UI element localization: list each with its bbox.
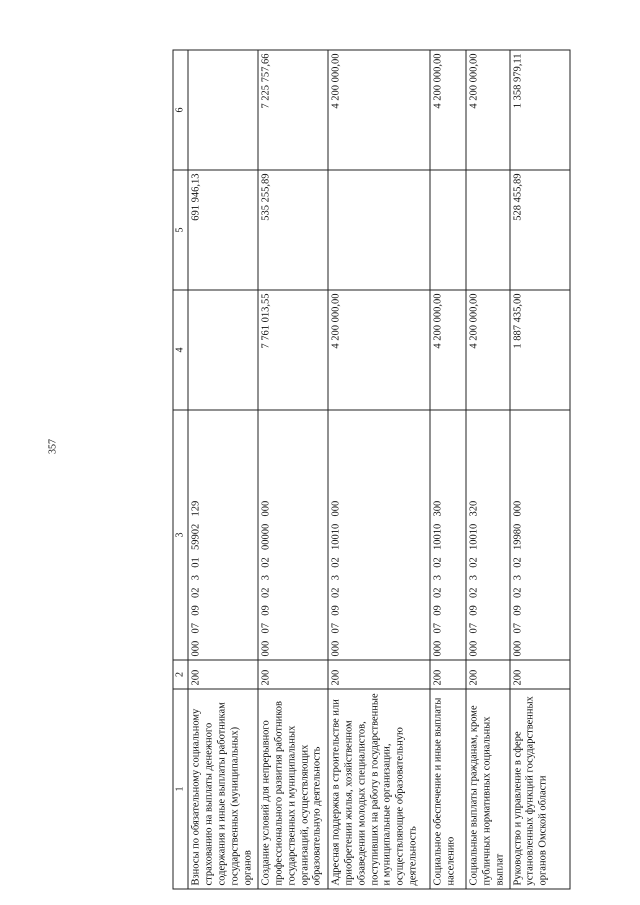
- row-name: Социальное обеспечение и иные выплаты населению: [429, 689, 465, 889]
- row-amount-col4: 4 200 000,00: [465, 290, 509, 410]
- column-header-6: 6: [173, 50, 188, 170]
- row-amount-col5: 528 455,89: [509, 170, 569, 290]
- budget-table: [172, 49, 570, 889]
- row-admin-code: 200: [188, 660, 258, 689]
- row-classification-code: 000 07 09 02 3 02 10010 320: [465, 410, 509, 660]
- row-classification-code: 000 07 09 02 3 02 10010 300: [429, 410, 465, 660]
- row-amount-col6: 4 200 000,00: [429, 50, 465, 170]
- row-classification-code: 000 07 09 02 3 02 00000 000: [257, 410, 327, 660]
- row-admin-code: 200: [429, 660, 465, 689]
- row-amount-col5: [465, 170, 509, 290]
- row-amount-col6: 4 200 000,00: [327, 50, 429, 170]
- row-admin-code: 200: [257, 660, 327, 689]
- table-row: [509, 50, 569, 889]
- row-amount-col5: 535 255,89: [257, 170, 327, 290]
- column-header-3: 3: [173, 410, 188, 660]
- row-amount-col5: 691 946,13: [188, 170, 258, 290]
- row-amount-col4: 4 200 000,00: [327, 290, 429, 410]
- row-amount-col4: [188, 290, 258, 410]
- row-admin-code: 200: [327, 660, 429, 689]
- row-classification-code: 000 07 09 02 3 02 19980 000: [509, 410, 569, 660]
- table-row: [465, 50, 509, 889]
- row-admin-code: 200: [465, 660, 509, 689]
- page-number: 357: [47, 439, 59, 454]
- row-amount-col5: [429, 170, 465, 290]
- table-header-row: [173, 50, 188, 889]
- row-admin-code: 200: [509, 660, 569, 689]
- row-amount-col6: 7 225 757,66: [257, 50, 327, 170]
- row-name: Социальные выплаты гражданам, кроме публичных нормативных социальных выплат: [465, 689, 509, 889]
- row-amount-col6: 1 358 979,11: [509, 50, 569, 170]
- row-classification-code: 000 07 09 02 3 01 59902 129: [188, 410, 258, 660]
- row-name: Адресная поддержка в строительстве или приобретении жилья, хозяйственном обзаведении молодых специалистов, поступивших на работу в государственные и муниципальные организации, осуществляющие образовательную деятельность: [327, 689, 429, 889]
- row-amount-col5: [327, 170, 429, 290]
- table-row: [327, 50, 429, 889]
- column-header-5: 5: [173, 170, 188, 290]
- row-amount-col4: 4 200 000,00: [429, 290, 465, 410]
- table-row: [257, 50, 327, 889]
- table-row: [429, 50, 465, 889]
- row-amount-col6: [188, 50, 258, 170]
- row-name: Руководство и управление в сфере установленных функций государственных органов Омской области: [509, 689, 569, 889]
- column-header-1: 1: [173, 689, 188, 889]
- row-amount-col4: 7 761 013,55: [257, 290, 327, 410]
- row-name: Создание условий для непрерывного профессионального развития работников государственных и муниципальных организаций, осуществляющих образовательную деятельность: [257, 689, 327, 889]
- column-header-4: 4: [173, 290, 188, 410]
- table-row: [188, 50, 258, 889]
- row-amount-col4: 1 887 435,00: [509, 290, 569, 410]
- column-header-2: 2: [173, 660, 188, 689]
- rotated-table-wrapper: [172, 50, 549, 889]
- row-amount-col6: 4 200 000,00: [465, 50, 509, 170]
- row-classification-code: 000 07 09 02 3 02 10010 000: [327, 410, 429, 660]
- row-name: Взносы по обязательному социальному страхованию на выплаты денежного содержания и иные выплаты работникам государственных (муниципальных) органов: [188, 689, 258, 889]
